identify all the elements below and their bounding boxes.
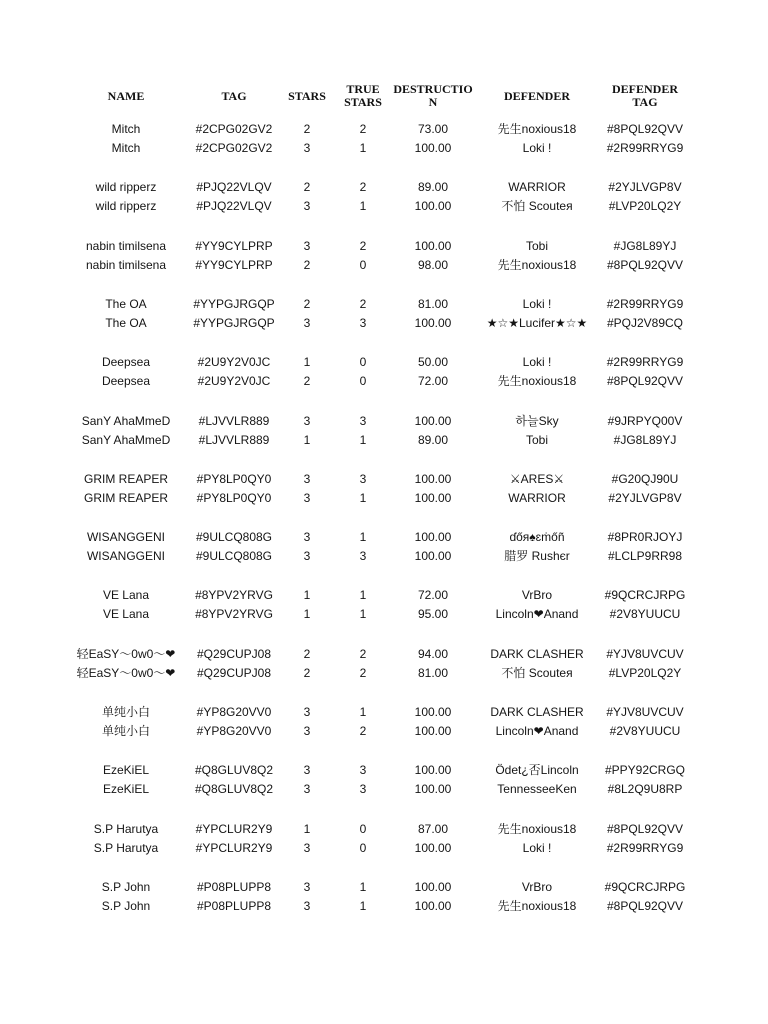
cell-defender: Tobi [525,238,548,253]
cell-stars: 2 [303,257,311,272]
cell-stars: 3 [303,840,311,855]
cell-destruction: 100.00 [414,879,452,894]
cell-true-stars: 1 [359,432,367,447]
cell-true-stars: 1 [359,141,367,155]
header-true-stars: TRUE STARS [344,82,382,109]
cell-tag: #YP8G20VV0 [196,724,272,738]
cell-stars: 1 [303,355,311,370]
cell-tag: #PY8LP0QY0 [196,471,272,486]
cell-true-stars: 1 [359,607,367,622]
table-row [0,547,768,566]
cell-name: GRIM REAPER [83,490,168,505]
cell-destruction: 100.00 [414,724,452,738]
cell-stars: 3 [303,705,311,719]
cell-true-stars: 2 [359,296,367,311]
cell-name: EzeKiEL [102,782,150,797]
table-row [0,761,768,780]
cell-stars: 3 [303,879,311,894]
table-row [0,780,768,799]
cell-true-stars: 2 [359,665,367,680]
cell-destruction: 94.00 [417,646,449,661]
cell-name: Mitch [111,141,141,155]
cell-destruction: 100.00 [414,705,452,719]
cell-defender: Tobi [525,432,548,447]
cell-tag: #P08PLUPP8 [196,879,272,894]
cell-defender-tag: #LCLP9RR98 [607,549,683,564]
cell-tag: #YY9CYLPRP [195,238,273,253]
cell-defender-tag: #2R99RRYG9 [606,840,684,855]
cell-true-stars: 0 [359,374,367,389]
header-defender-tag: DEFENDER TAG [611,82,678,109]
cell-true-stars: 1 [359,199,367,214]
cell-tag: #P08PLUPP8 [196,898,272,913]
cell-tag: #Q29CUPJ08 [196,646,272,661]
table-row [0,120,768,139]
cell-defender: DARK CLASHER [490,646,584,661]
cell-defender: WARRIOR [508,490,566,505]
cell-stars: 3 [303,763,311,778]
cell-destruction: 100.00 [414,315,452,330]
cell-tag: #YY9CYLPRP [195,257,273,272]
cell-name: 轻EaSY～0w0～❤ [76,665,176,680]
cell-tag: #2U9Y2V0JC [197,355,271,370]
cell-stars: 2 [303,646,311,661]
cell-true-stars: 1 [359,898,367,913]
cell-name: 单纯小白 [101,724,150,738]
cell-tag: #2CPG02GV2 [195,141,273,155]
table-row [0,605,768,624]
cell-tag: #YYPGJRGQP [193,315,275,330]
cell-true-stars: 2 [359,238,367,253]
cell-tag: #2CPG02GV2 [195,122,273,136]
table-row [0,528,768,547]
table-row [0,372,768,391]
cell-true-stars: 1 [359,705,367,719]
cell-defender: 腊罗 Rushєr [504,549,570,564]
cell-defender: ⚔ARES⚔ [509,471,565,486]
cell-true-stars: 1 [359,490,367,505]
cell-destruction: 89.00 [417,180,449,195]
cell-defender: 先生noxious18 [497,821,577,836]
cell-defender: 하늘Sky [515,413,559,428]
header-name: NAME [107,88,145,103]
cell-name: 轻EaSY～0w0～❤ [76,646,176,661]
table-row [0,295,768,314]
cell-stars: 3 [303,898,311,913]
cell-tag: #8YPV2YRVG [195,607,273,622]
cell-stars: 1 [303,432,311,447]
table-row [0,489,768,508]
cell-destruction: 72.00 [417,588,449,603]
cell-destruction: 95.00 [417,607,449,622]
cell-destruction: 100.00 [414,199,452,214]
cell-name: The OA [105,296,147,311]
cell-tag: #Q29CUPJ08 [196,665,272,680]
cell-stars: 3 [303,413,311,428]
cell-name: S.P John [101,898,151,913]
cell-defender: Loki ! [522,355,552,370]
cell-tag: #YPCLUR2Y9 [195,840,273,855]
cell-defender-tag: #JG8L89YJ [613,238,677,253]
cell-stars: 2 [303,180,311,195]
cell-defender-tag: #2YJLVGP8V [608,490,682,505]
cell-destruction: 100.00 [414,413,452,428]
cell-defender: Lincoln❤Anand [495,607,579,622]
table-row [0,139,768,158]
cell-stars: 3 [303,724,311,738]
cell-defender-tag: #2V8YUUCU [609,607,681,622]
table-row [0,314,768,333]
cell-true-stars: 0 [359,257,367,272]
cell-stars: 3 [303,549,311,564]
cell-name: 单纯小白 [101,705,150,719]
cell-name: Deepsea [101,355,151,370]
cell-defender: TennesseeKen [497,782,577,797]
cell-true-stars: 2 [359,180,367,195]
cell-destruction: 100.00 [414,840,452,855]
cell-defender-tag: #LVP20LQ2Y [608,199,682,214]
cell-name: wild ripperz [95,199,157,214]
header-tag: TAG [221,88,247,103]
cell-defender: Ödet¿否Lincoln [495,763,579,778]
cell-stars: 3 [303,315,311,330]
cell-destruction: 81.00 [417,296,449,311]
cell-destruction: 100.00 [414,530,452,545]
cell-tag: #9ULCQ808G [195,530,273,545]
cell-stars: 3 [303,490,311,505]
cell-destruction: 50.00 [417,355,449,370]
cell-defender-tag: #9JRPYQ00V [607,413,683,428]
cell-stars: 2 [303,296,311,311]
table-row [0,839,768,858]
cell-defender-tag: #PQJ2V89CQ [606,315,684,330]
cell-defender: Lincoln❤Anand [495,724,579,738]
cell-defender-tag: #8PQL92QVV [606,122,684,136]
cell-true-stars: 3 [359,763,367,778]
table-row [0,664,768,683]
cell-defender-tag: #8PQL92QVV [606,374,684,389]
cell-stars: 2 [303,665,311,680]
cell-stars: 3 [303,782,311,797]
cell-defender: ★☆★Lucifer★☆★ [486,315,588,330]
header-defender: DEFENDER [503,88,570,103]
cell-defender-tag: #8L2Q9U8RP [607,782,683,797]
cell-destruction: 87.00 [417,821,449,836]
cell-defender: WARRIOR [508,180,566,195]
cell-destruction: 73.00 [417,122,449,136]
cell-defender: Loki ! [522,141,552,155]
cell-defender-tag: #YJV8UVCUV [606,646,684,661]
table-row [0,703,768,722]
cell-stars: 2 [303,374,311,389]
cell-defender-tag: #PPY92CRGQ [604,763,686,778]
cell-name: GRIM REAPER [83,471,168,486]
table-row [0,197,768,216]
cell-true-stars: 0 [359,821,367,836]
cell-defender-tag: #LVP20LQ2Y [608,665,682,680]
cell-destruction: 89.00 [417,432,449,447]
cell-true-stars: 2 [359,724,367,738]
cell-destruction: 100.00 [414,898,452,913]
cell-name: S.P Harutya [93,821,159,836]
cell-true-stars: 2 [359,646,367,661]
cell-defender: 先生noxious18 [497,122,577,136]
table-row [0,820,768,839]
cell-destruction: 100.00 [414,490,452,505]
cell-destruction: 72.00 [417,374,449,389]
cell-stars: 1 [303,588,311,603]
cell-stars: 1 [303,821,311,836]
cell-stars: 3 [303,238,311,253]
cell-defender-tag: #2R99RRYG9 [606,141,684,155]
cell-stars: 3 [303,141,311,155]
cell-defender-tag: #9QCRCJRPG [604,588,686,603]
table-row [0,586,768,605]
cell-tag: #PY8LP0QY0 [196,490,272,505]
cell-tag: #LJVVLR889 [198,432,270,447]
header-stars: STARS [288,88,326,103]
cell-tag: #8YPV2YRVG [195,588,273,603]
cell-true-stars: 1 [359,588,367,603]
cell-defender: Loki ! [522,296,552,311]
cell-destruction: 100.00 [414,782,452,797]
cell-defender-tag: #YJV8UVCUV [606,705,684,719]
cell-defender-tag: #8PQL92QVV [606,898,684,913]
cell-destruction: 100.00 [414,141,452,155]
cell-true-stars: 0 [359,355,367,370]
cell-tag: #9ULCQ808G [195,549,273,564]
cell-defender-tag: #8PQL92QVV [606,821,684,836]
cell-true-stars: 0 [359,840,367,855]
cell-tag: #2U9Y2V0JC [197,374,271,389]
cell-tag: #LJVVLR889 [198,413,270,428]
cell-defender-tag: #2R99RRYG9 [606,296,684,311]
cell-true-stars: 3 [359,782,367,797]
cell-true-stars: 3 [359,413,367,428]
cell-name: The OA [105,315,147,330]
cell-tag: #PJQ22VLQV [196,199,272,214]
table-row [0,237,768,256]
cell-defender: VrBro [521,879,553,894]
cell-true-stars: 3 [359,315,367,330]
cell-defender-tag: #9QCRCJRPG [604,879,686,894]
cell-name: nabin timilsena [85,238,167,253]
cell-tag: #PJQ22VLQV [196,180,272,195]
table-row [0,431,768,450]
cell-name: WISANGGENI [86,530,165,545]
cell-name: WISANGGENI [86,549,165,564]
table-row [0,412,768,431]
cell-destruction: 81.00 [417,665,449,680]
cell-name: wild ripperz [95,180,157,195]
cell-tag: #Q8GLUV8Q2 [194,782,274,797]
cell-name: SanY AhaMmeD [81,432,171,447]
cell-tag: #YYPGJRGQP [193,296,275,311]
cell-name: EzeKiEL [102,763,150,778]
cell-defender-tag: #2YJLVGP8V [608,180,682,195]
cell-defender-tag: #JG8L89YJ [613,432,677,447]
cell-tag: #Q8GLUV8Q2 [194,763,274,778]
cell-defender: DARK CLASHER [490,705,584,719]
cell-defender: 不怕 Scouteя [501,199,573,214]
cell-name: S.P John [101,879,151,894]
cell-defender: VrBro [521,588,553,603]
cell-tag: #YPCLUR2Y9 [195,821,273,836]
cell-name: VE Lana [102,588,150,603]
cell-stars: 2 [303,122,311,136]
cell-defender: ɗőя♠ɛṁőñ [509,530,565,545]
table-row [0,722,768,741]
cell-destruction: 100.00 [414,549,452,564]
cell-defender-tag: #8PR0RJOYJ [607,530,683,545]
cell-defender-tag: #G20QJ90U [611,471,679,486]
cell-name: Deepsea [101,374,151,389]
table-row [0,353,768,372]
cell-defender-tag: #2V8YUUCU [609,724,681,738]
cell-stars: 1 [303,607,311,622]
table-header [0,78,768,114]
cell-tag: #YP8G20VV0 [196,705,272,719]
table-row [0,256,768,275]
cell-stars: 3 [303,530,311,545]
cell-name: VE Lana [102,607,150,622]
cell-defender: Loki ! [522,840,552,855]
cell-defender: 先生noxious18 [497,898,577,913]
table-row [0,470,768,489]
cell-true-stars: 1 [359,530,367,545]
cell-name: SanY AhaMmeD [81,413,171,428]
cell-name: Mitch [111,122,141,136]
cell-destruction: 98.00 [417,257,449,272]
header-destruction: DESTRUCTIO N [393,82,473,109]
table-row [0,897,768,916]
cell-defender-tag: #2R99RRYG9 [606,355,684,370]
cell-defender: 先生noxious18 [497,257,577,272]
cell-destruction: 100.00 [414,763,452,778]
cell-defender: 先生noxious18 [497,374,577,389]
cell-stars: 3 [303,199,311,214]
cell-destruction: 100.00 [414,471,452,486]
cell-destruction: 100.00 [414,238,452,253]
cell-true-stars: 1 [359,879,367,894]
table-row [0,878,768,897]
table-row [0,178,768,197]
cell-defender-tag: #8PQL92QVV [606,257,684,272]
table-row [0,645,768,664]
cell-defender: 不怕 Scouteя [501,665,573,680]
cell-true-stars: 3 [359,549,367,564]
cell-name: S.P Harutya [93,840,159,855]
cell-name: nabin timilsena [85,257,167,272]
cell-stars: 3 [303,471,311,486]
cell-true-stars: 2 [359,122,367,136]
cell-true-stars: 3 [359,471,367,486]
